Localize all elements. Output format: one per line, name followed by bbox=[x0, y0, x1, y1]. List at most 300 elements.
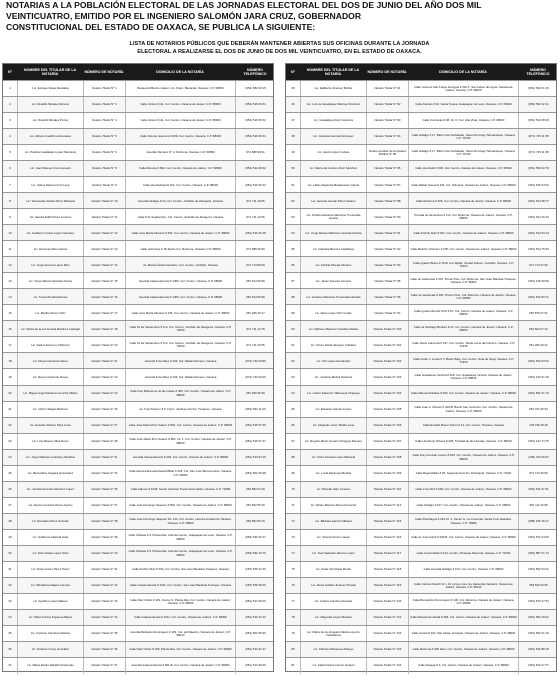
col-address: Calle 5 de Septiembre, Col. Centro, Juchitán de Zaragoza, Oaxaca bbox=[125, 209, 235, 225]
table-row bbox=[3, 577, 273, 593]
col-notary-name: Lic. Karla Yarí Rojas Morán bbox=[300, 562, 366, 578]
table-row bbox=[3, 352, 273, 368]
col-notary-number: Notario Titular N° 27 bbox=[83, 418, 125, 434]
table-row bbox=[286, 112, 556, 128]
col-address: Calle Morelos # 802, Col. Centro, Oaxaca de Juárez, C.P. 68000 bbox=[125, 161, 235, 177]
col-phone: (953) 532 10 70 bbox=[235, 546, 275, 562]
col-phone: (951) 516 54 52 bbox=[518, 177, 558, 193]
header-col-notary-number: NÚMERO DE NOTARÍA bbox=[84, 70, 124, 74]
table-row bbox=[3, 240, 273, 256]
table-row bbox=[3, 96, 273, 112]
col-phone: (951) 128 49 50 bbox=[518, 273, 558, 289]
col-notary-name: Lic. Eduardo García Corpus bbox=[300, 402, 366, 418]
col-address: Avenida Independencia # 501-B, Col. Centro, Oaxaca de Juárez, C.P. 68000 bbox=[125, 658, 235, 674]
col-notary-number: Notario Titular N° 13 bbox=[83, 241, 125, 257]
col-address: Calle Ixcotel # 103, San Felipe del Agua, Oaxaca de Juárez, Oaxaca, C.P. 68020 bbox=[408, 626, 518, 642]
col-address: Avenida Belisario Domínguez # 133, Col. del Maestro, Oaxaca de Juárez, C.P. 68010 bbox=[125, 626, 235, 642]
header-col-notary-number: NÚMERO DE NOTARÍA bbox=[367, 70, 407, 74]
col-number: 75 bbox=[291, 567, 295, 572]
col-number: 9 bbox=[9, 214, 11, 219]
col-notary-number: Notario Titular N° 94 bbox=[366, 257, 408, 273]
col-phone: 951 371 66 93 bbox=[518, 402, 558, 418]
col-notary-name: Lic. Reinaldo Pérez Guzmán bbox=[17, 514, 83, 530]
col-number: 25 bbox=[8, 471, 12, 475]
col-notary-name: Lic. Rodolfo Morales Pozos bbox=[17, 113, 83, 129]
table-row bbox=[3, 112, 273, 128]
col-notary-name: Lic. Javier Jiménez Herrera bbox=[300, 273, 366, 289]
col-address: Calle Pedro J. Lucas # 3, Barrio Bajo, Col. Centro, Sola de Vega, Oaxaca, C.P. 71400 bbox=[408, 353, 518, 369]
col-address: Calle de Gardenias # 301, Primer Piso, Col. Reforma, Oaxaca de Juárez, Oaxaca, C.P. 68050 bbox=[408, 289, 518, 305]
col-address: Calle Alamos # 1018, Sector Libertad, Puerto Escondido, Oaxaca, C.P. 71980 bbox=[125, 482, 235, 498]
col-phone: (951) 514 54 15 bbox=[235, 450, 275, 466]
col-number: 5 bbox=[9, 150, 11, 155]
col-number: 55 bbox=[291, 246, 295, 251]
col-address: Calle Porfirio Díaz # 301, Col. Centro, Oaxaca de Juárez, Oaxaca, C.P. 68000 bbox=[408, 225, 518, 241]
col-notary-name: Lic. Orbón Silagia Martínez bbox=[17, 402, 83, 418]
col-phone: (951) 133 61 29 bbox=[518, 369, 558, 385]
col-notary-name: Lic. Alfredo Castillo Colmenares bbox=[17, 129, 83, 145]
col-phone: 278 736 48 49 bbox=[518, 418, 558, 434]
col-notary-number: Notario Titular N° 108 bbox=[366, 450, 408, 466]
col-address: Avenida Hidalgo # 24, Col. Centro, Juchitán de Zaragoza, Oaxaca bbox=[125, 193, 235, 209]
col-number: 22 bbox=[8, 422, 12, 427]
col-phone: (951) 502 54 41 bbox=[518, 562, 558, 578]
col-address: Calle Humboldt # 303, Col. Centro, Oaxaca de Juárez, Oaxaca, C.P. 68000 bbox=[408, 161, 518, 177]
col-address: Calle Reforma # 406 altos, Col. Centro, Oaxaca de Juárez, Oaxaca, C.P. 68000 bbox=[408, 642, 518, 658]
col-phone: (951) 572 24 00 bbox=[518, 530, 558, 546]
col-number: 64 bbox=[291, 390, 295, 395]
col-number: 28 bbox=[8, 519, 12, 524]
col-notary-number: Notario Titular N° 84 bbox=[366, 129, 408, 145]
col-number: 71 bbox=[291, 503, 295, 508]
col-notary-name: Lic. Gabriela Benítez Castillejos bbox=[300, 241, 366, 257]
col-phone: (236) 372 06 67 bbox=[518, 450, 558, 466]
col-notary-number: Notario Titular N° 92 bbox=[366, 241, 408, 257]
col-notary-number: Notario Titular N° 105 bbox=[366, 402, 408, 418]
col-notary-name: Lic. Felizda Pineda Climaco bbox=[300, 257, 366, 273]
table-row bbox=[286, 320, 556, 336]
table-row bbox=[286, 128, 556, 144]
col-address: Calle Melchor Ocampo # 105, Col. Centro, Oaxaca de Juárez, Oaxaca, C.P. 68000 bbox=[408, 241, 518, 257]
col-notary-number: Notario Titular N° 34 bbox=[83, 466, 125, 482]
col-notary-name: Lic. María de la Luz Emelia Martínez Carbajal bbox=[17, 321, 83, 337]
col-phone: 971 711 18 66 bbox=[235, 193, 275, 209]
list-heading bbox=[8, 40, 551, 56]
table-row bbox=[286, 368, 556, 384]
col-phone: 971 711 00 55 bbox=[235, 337, 275, 353]
col-address: Calle Contreras # 38, Int. D, Col. Alta Vista, Oaxaca, C.P. 68000 bbox=[408, 113, 518, 129]
col-notary-number: Notario Titular N° 31 bbox=[83, 450, 125, 466]
col-number: 69 bbox=[291, 471, 295, 475]
col-phone: (951) 520 01 15 bbox=[518, 81, 558, 97]
col-number: 73 bbox=[291, 535, 295, 540]
col-address: Calle Quetzalcóatl # 104, Col. Centro, Oaxaca, C.P. 68000 bbox=[125, 177, 235, 193]
table-row bbox=[3, 545, 273, 561]
table-row bbox=[3, 320, 273, 336]
col-number: 23 bbox=[8, 438, 12, 443]
table-row bbox=[286, 385, 556, 401]
col-notary-number: Notario Titular N° 103 bbox=[366, 369, 408, 385]
col-number: 35 bbox=[8, 631, 12, 636]
col-notary-number: Notario Titular N° 35 bbox=[83, 482, 125, 498]
col-phone: (951) 514 54 13 bbox=[518, 225, 558, 241]
col-phone: (951) 516 42 42 bbox=[235, 610, 275, 626]
col-address: Calle Avenida Hidalgo # 103, Col. Centro, Oaxaca, C.P. 68000 bbox=[408, 562, 518, 578]
col-address: Calle Hidalgo # 17, Barrio San Sebastián, Santo Domingo Tehuantepec, Oaxaca, C.P. 70760 bbox=[408, 129, 518, 145]
table-row bbox=[3, 304, 273, 320]
col-address: Calle Violetas # 9, Planta Alta, Colonia Centro, Huajuapan de León, Oaxaca, C.P. 69000 bbox=[125, 530, 235, 546]
col-address: Calle Heroica Escuela Naval Militar # 218, Col. San José Buenos Aires, Oaxaca, C.P. 68050 bbox=[125, 466, 235, 482]
intro-line: CONSTITUCIONAL DEL ESTADO DE OAXACA, SE PUBLICA LA SIGUIENTE: bbox=[6, 22, 316, 33]
col-phone: (951) 514 46 43 bbox=[518, 209, 558, 225]
col-notary-number: Notario Titular N° 18 bbox=[83, 321, 125, 337]
col-number: 66 bbox=[291, 422, 295, 427]
col-notary-number: Notario Titular N° 14 bbox=[83, 257, 125, 273]
col-phone: (951) 514 28 49 bbox=[518, 113, 558, 129]
notaries-table-left bbox=[2, 63, 274, 672]
col-address: Calle de Santiago Benitez # 23, Col. Centro, Oaxaca de Juárez, Oaxaca, C.P. 68000 bbox=[408, 321, 518, 337]
col-notary-name: Lic. Guillermo César López Carrasco bbox=[17, 225, 83, 241]
table-row bbox=[286, 401, 556, 417]
col-phone: (972) 722 03 00 bbox=[235, 369, 275, 385]
table-row bbox=[3, 401, 273, 417]
col-address: Avenida 5 de Mayo # 103, Sur, Matías Romero, Oaxaca bbox=[125, 353, 235, 369]
col-notary-number: Notario Titular N° 28 bbox=[83, 434, 125, 450]
col-number: 77 bbox=[291, 599, 295, 604]
header-col-phone: NÚMERO TELEFÓNICO bbox=[243, 68, 267, 76]
col-notary-number: Notario Titular N° 8 bbox=[83, 161, 125, 177]
col-notary-name: Lic. Jorge Manuel Martínez Gracida Urbieta bbox=[300, 225, 366, 241]
col-address: Calle Camino Real # 12 y 13, primer piso, Ex Hacienda Candiani, Oaxaca de Juárez, Oaxaca, C.P. 68130 bbox=[408, 578, 518, 594]
col-number: 80 bbox=[291, 647, 295, 652]
col-notary-name: Lic. Yair López Hernández bbox=[300, 353, 366, 369]
table-row bbox=[3, 256, 273, 272]
table-row bbox=[286, 96, 556, 112]
col-number: 61 bbox=[291, 342, 295, 347]
col-notary-number: Notario Auxiliar de la Notaría Pública N° 85 bbox=[366, 145, 408, 161]
col-notary-number: Notario Titular N° 95 bbox=[366, 273, 408, 289]
col-notary-number: Notario Titular N° 112 bbox=[366, 498, 408, 514]
table-row bbox=[3, 417, 273, 433]
col-notary-name: Lic. Graciela Guzmán Enríquez bbox=[300, 129, 366, 145]
col-address: Calle de Gardenias # 301, Primer Piso, Col. Reforma, San Juan Bautista Tuxtepec, Oaxaca, C.P. 68300 bbox=[408, 273, 518, 289]
table-row bbox=[3, 481, 273, 497]
col-notary-number: Notario Titular N° 119 bbox=[366, 578, 408, 594]
col-phone: 971 713 27 90 bbox=[518, 257, 558, 273]
table-row bbox=[286, 449, 556, 465]
col-address: Calle Bernardino Domínguez # 145, Col. Reforma, Oaxaca de Juárez, Oaxaca, C.P. 68050 bbox=[408, 594, 518, 610]
col-phone: (287) 875 39 00 bbox=[235, 578, 275, 594]
col-phone: 951 111 03 68 bbox=[518, 498, 558, 514]
col-notary-number: Notario Titular N° 38 bbox=[83, 514, 125, 530]
col-address: Calle 2 de Abril # 209, Col. Centro, Oaxaca de Juárez, Oaxaca, C.P. 68000 bbox=[408, 482, 518, 498]
col-number: 15 bbox=[8, 310, 12, 315]
table-row bbox=[286, 160, 556, 176]
col-number: 54 bbox=[291, 230, 295, 235]
col-phone: (951) 510 69 71 bbox=[518, 289, 558, 305]
col-notary-number: Notario Titular N° 39 bbox=[83, 530, 125, 546]
col-number: 60 bbox=[291, 326, 295, 331]
col-address: Calle Bugambilias # 64, Segunda Sección, El Espinal, Oaxaca, C.P. 70120 bbox=[408, 466, 518, 482]
table-row bbox=[3, 224, 273, 240]
col-phone: 971 711 10 66 bbox=[235, 209, 275, 225]
col-phone: (951) 144 74 75 bbox=[518, 434, 558, 450]
col-number: 62 bbox=[291, 358, 295, 363]
notaries-tables bbox=[2, 63, 557, 673]
col-address: Calle José María Pino Suárez # 804, Int. 1, Col. Centro, Oaxaca de Juárez, C.P. 68000 bbox=[125, 434, 235, 450]
col-phone: 953 552 05 15 bbox=[235, 514, 275, 530]
col-notary-number: Notario Titular N° 124 bbox=[366, 658, 408, 674]
col-address: Calle José María Morelos # 603, Col. Centro, Oaxaca de Juárez, C.P. 68000 bbox=[125, 225, 235, 241]
table-row bbox=[286, 352, 556, 368]
table-row bbox=[286, 256, 556, 272]
col-notary-number: Notario Titular N° 41 bbox=[83, 562, 125, 578]
col-notary-name: Lic. Eusebio Alfonso Silva Lucio bbox=[17, 418, 83, 434]
col-address: Calle Independencia # 1011, Col. Centro, San Juan Bautista Tuxtepec, Oaxaca bbox=[125, 578, 235, 594]
col-notary-name: Lic. Flavio Arturo Pérez Pérez bbox=[17, 562, 83, 578]
col-number: 48 bbox=[291, 134, 295, 139]
col-phone: (971) 715 11 58 bbox=[518, 129, 558, 145]
table-row bbox=[286, 545, 556, 561]
table-row bbox=[286, 481, 556, 497]
col-number: 17 bbox=[8, 342, 12, 347]
list-heading-line: ELECTORAL A REALIZARSE EL DOS DE JUNIO DE DOS MIL VEINTICUATRO, EN EL ESTADO DE OAXACA. bbox=[137, 49, 422, 55]
table-row bbox=[286, 272, 556, 288]
col-phone: (951) 515 09 61 bbox=[235, 97, 275, 113]
col-notary-name: Lic. Arturo David Vasquez Unibales bbox=[300, 337, 366, 353]
col-address: Calle Libres # 411, Col. Centro, Oaxaca de Juárez, C.P. 68000 bbox=[125, 97, 235, 113]
intro-line: VEINTICUATRO, EMITIDO POR EL INGENIERO SALOMÓN JARA CRUZ, GOBERNADOR bbox=[6, 11, 362, 22]
col-notary-number: Notario Titular N° 23 bbox=[83, 386, 125, 402]
col-phone: 971 688 26 69 bbox=[235, 241, 275, 257]
col-phone: 971 714 68 09 bbox=[235, 257, 275, 273]
col-number: 79 bbox=[291, 631, 295, 636]
col-phone: (951) 582 03 15 bbox=[235, 81, 275, 97]
col-notary-name: Lic. Juanita Severino Ramírez López bbox=[17, 482, 83, 498]
col-phone: 971 713 46 59 bbox=[518, 466, 558, 482]
header-col-number: N° bbox=[7, 70, 13, 74]
col-notary-name: Lic. Teresa Peralta Ramos bbox=[17, 289, 83, 305]
col-phone: (951) 502 55 96 bbox=[235, 626, 275, 642]
col-number: 78 bbox=[291, 615, 295, 620]
col-notary-number: Notario Titular N° 16 bbox=[83, 289, 125, 305]
col-number: 21 bbox=[8, 406, 12, 411]
col-notary-name: Lic. Magnolia López Morales bbox=[300, 610, 366, 626]
col-notary-number: Notario Titular N° 101 bbox=[366, 337, 408, 353]
table-row bbox=[286, 304, 556, 320]
col-address: Calle Hidalgo # 107, Col. Centro, Oaxaca de Juárez, Oaxaca, C.P. 68000 bbox=[408, 498, 518, 514]
col-number: 72 bbox=[291, 519, 295, 524]
col-number: 13 bbox=[8, 278, 12, 283]
table-row bbox=[286, 657, 556, 673]
col-address: Calle Rodolfo Brena Torres # 14, Col. Centro, Tlaxiaco, Oaxaca bbox=[408, 418, 518, 434]
col-number: 8 bbox=[9, 198, 11, 203]
col-number: 11 bbox=[8, 246, 12, 251]
table-row bbox=[286, 80, 556, 96]
col-address: Calle Fray Gonzalo Lucero # 616, Col. Centro, Oaxaca de Juárez, Oaxaca, C.P. 68000 bbox=[408, 450, 518, 466]
col-notary-name: Lic. Octavio Eduardo Manzano Trovamala Huerta bbox=[300, 209, 366, 225]
col-notary-name: Lic. Efraín Máximo Merced Concha bbox=[300, 498, 366, 514]
col-notary-number: Notario Titular N° 5 bbox=[83, 129, 125, 145]
col-phone: 287 875 27 51 bbox=[518, 305, 558, 321]
col-address: Calle Vicente Guerrero # 309, Col. Centro, Oaxaca, C.P. 68000 bbox=[125, 129, 235, 145]
col-address: Avenida Independencia # 403, Col. Centro, Oaxaca de Juárez, C.P. 68000 bbox=[125, 450, 235, 466]
col-address: Calle Fray Bartolomé de las Casas # 405, Col. Centro, Oaxaca de Juárez, C.P. 68000 bbox=[125, 386, 235, 402]
col-number: 27 bbox=[8, 503, 12, 508]
col-notary-name: Lic. Mario Fortino Figueroa Mares bbox=[17, 610, 83, 626]
col-notary-name: Lic. Enrique Rojas Zavalleta bbox=[17, 81, 83, 97]
col-address: Calle Independencia # 1011, Col. Centro, Oaxaca de Juárez, C.P. 68000 bbox=[125, 610, 235, 626]
col-phone: (951) 511 67 31 bbox=[518, 482, 558, 498]
col-notary-number: Notario Titular N° 26 bbox=[83, 402, 125, 418]
col-number: 50 bbox=[291, 166, 295, 171]
col-phone: 951 502 55 40 bbox=[235, 498, 275, 514]
col-number: 34 bbox=[8, 615, 12, 620]
col-number: 6 bbox=[9, 166, 11, 171]
col-number: 18 bbox=[8, 358, 12, 363]
col-phone: (951) 515 97 05 bbox=[235, 418, 275, 434]
col-notary-name: Lic. Patricia Villanueva Aldrego bbox=[300, 642, 366, 658]
col-notary-name: Lic. Noel Salvador Ramos López bbox=[300, 546, 366, 562]
col-address: Calle Álamos # 32, Santa Teresa, Huajuapan de León, Oaxaca, C.P. 69000 bbox=[408, 97, 518, 113]
col-phone: (951) 515 97 47 bbox=[235, 434, 275, 450]
col-notary-name: Lic. María de los Ángeles Dávila Lorenzo Castellanos bbox=[300, 626, 366, 642]
col-notary-name: Lic. María del Carmen Ruiz Sánchez bbox=[300, 161, 366, 177]
col-number: 46 bbox=[291, 102, 295, 107]
header-col-notary-name: NOMBRE DEL TITULAR DE LA NOTARÍA bbox=[23, 68, 77, 76]
col-notary-name: Lic. Juan Manuel Cruz Acevedo bbox=[17, 161, 83, 177]
col-phone: (287) 875 24 46 bbox=[235, 562, 275, 578]
col-notary-number: Notario Titular N° 22 bbox=[83, 369, 125, 385]
col-notary-number: Notario Titular N° 121 bbox=[366, 610, 408, 626]
col-notary-number: Notario Titular N° 37 bbox=[83, 498, 125, 514]
col-address: Avenida Tampico N° 2, Reforma, Oaxaca, C.P. 68050 bbox=[125, 145, 235, 161]
col-notary-number: Notario Titular N° 97 bbox=[366, 305, 408, 321]
col-number: 26 bbox=[8, 487, 12, 492]
col-notary-number: Notario Titular N° 45 bbox=[83, 626, 125, 642]
table-row bbox=[286, 641, 556, 657]
table-row bbox=[3, 449, 273, 465]
col-number: 49 bbox=[291, 150, 295, 155]
col-notary-name: Lic. Lillian Alejandra Bustamante García bbox=[300, 177, 366, 193]
table-header bbox=[286, 64, 556, 80]
col-notary-number: Notario Titular N° 109 bbox=[366, 466, 408, 482]
col-notary-number: Notario Titular N° 110 bbox=[366, 482, 408, 498]
col-address: Calle 16 de Septiembre # 5-A, Col. Centro, Juchitán de Zaragoza, Oaxaca, C.P. 70000 bbox=[125, 321, 235, 337]
table-row bbox=[286, 288, 556, 304]
intro-text bbox=[6, 0, 553, 34]
col-address: Calle Hidalgo # 17, Barrio San Sebastián, Santo Domingo Tehuantepec, Oaxaca, C.P. 70760 bbox=[408, 145, 518, 161]
col-notary-number: Notario Titular N° 42 bbox=[83, 578, 125, 594]
col-phone: (951) 532 11 03 bbox=[235, 402, 275, 418]
col-notary-name: Lic. Ricardo Harp Crucero bbox=[300, 482, 366, 498]
col-notary-number: Notario Titular N° 118 bbox=[366, 562, 408, 578]
table-row bbox=[286, 529, 556, 545]
col-notary-number: Notario Titular N° 102 bbox=[366, 353, 408, 369]
table-row bbox=[3, 561, 273, 577]
col-address: Calle Díaz Ordaz # 109, Planta Alta, Col. Centro, Oaxaca de Juárez, C.P. 68000 bbox=[125, 642, 235, 658]
col-phone: (954) 587 01 74 bbox=[518, 546, 558, 562]
col-phone: (951) 501 01 70 bbox=[518, 386, 558, 402]
col-address: Calle Colonos San Felipe del Agua # 310 A, San Felipe del Agua, Oaxaca de Juárez, Oaxaca, C.P. 68020 bbox=[408, 81, 518, 97]
col-notary-number: Notario Titular N° 46 bbox=[83, 642, 125, 658]
col-phone: (951) 513 03 03 bbox=[518, 353, 558, 369]
col-notary-number: Notario Titular N° 17 bbox=[83, 305, 125, 321]
col-notary-name: Lic. Alonso Conrado Pérez Aquino bbox=[17, 498, 83, 514]
col-phone: (951) 514 75 53 bbox=[518, 241, 558, 257]
col-notary-number: Notario Titular N° 86 bbox=[366, 161, 408, 177]
table-header bbox=[3, 64, 273, 80]
col-phone: 951 502 07 42 bbox=[518, 321, 558, 337]
col-notary-number: Notario Titular N° 107 bbox=[366, 434, 408, 450]
col-notary-number: Notario Titular N° 47 bbox=[83, 658, 125, 674]
col-phone: (951) 502 66 98 bbox=[235, 466, 275, 482]
col-notary-number: Notario Titular N° 91 bbox=[366, 225, 408, 241]
col-phone: (951) 514 48 77 bbox=[518, 193, 558, 209]
col-phone: 951 514 05 96 bbox=[235, 289, 275, 305]
col-notary-number: Notario Titular N° 3 bbox=[83, 97, 125, 113]
table-row bbox=[3, 593, 273, 609]
col-notary-number: Notario Titular N° 15 bbox=[83, 273, 125, 289]
col-address: Calle Manuel Doblado # 404, Col. Centro, Oaxaca de Juárez, Oaxaca, C.P. 68000 bbox=[408, 386, 518, 402]
col-notary-number: Notario Titular N° 87 bbox=[366, 177, 408, 193]
col-number: 53 bbox=[291, 214, 295, 219]
col-notary-number: Notario Titular N° 104 bbox=[366, 386, 408, 402]
table-row bbox=[3, 272, 273, 288]
col-notary-name: Lic. Miguel Ángel Modesto Concha Villano bbox=[17, 386, 83, 402]
table-row bbox=[3, 497, 273, 513]
col-address: Calle Díaz Ordaz # 102, Interior 3, Planta Alta, Col. Centro, Oaxaca de Juárez, Oaxaca, C.P. 68000 bbox=[125, 594, 235, 610]
col-notary-number: Notario Titular N° 120 bbox=[366, 594, 408, 610]
intro-line: NOTARIAS A LA POBLACIÓN ELECTORAL DE LAS JORNADAS ELECTORAL DEL DOS DE JUNIO DEL AÑO DOS MIL bbox=[6, 0, 482, 10]
col-notary-number: Notario Titular N° 88 bbox=[366, 193, 408, 209]
col-notary-name: Lic. Reyes Izquierdo Reyes bbox=[17, 369, 83, 385]
col-notary-name: Lic. Guillermo Abascal Arias bbox=[17, 530, 83, 546]
col-notary-number: Notario Titular N° 20 bbox=[83, 337, 125, 353]
col-notary-name: Lic. Martha Pozos Ortiz bbox=[17, 305, 83, 321]
col-address: Calle Porfirio Díaz # 294, Col. Centro, San Juan Bautista Tuxtepec, Oaxaca bbox=[125, 562, 235, 578]
col-notary-name: Lic. Aquilino López Mateos bbox=[17, 594, 83, 610]
col-number: 57 bbox=[291, 278, 295, 283]
col-number: 63 bbox=[291, 374, 295, 379]
col-notary-name: Lic. Donovan Ríos García bbox=[17, 241, 83, 257]
col-notary-number: Notario Titular N° 106 bbox=[366, 418, 408, 434]
col-notary-name: Lic. Omar Alberto Sánchez Norza bbox=[17, 273, 83, 289]
col-notary-number: Notario Titular N° 10 bbox=[83, 193, 125, 209]
col-notary-number: Notario Titular N° 43 bbox=[83, 594, 125, 610]
col-notary-number: Notario Titular N° 83 bbox=[366, 113, 408, 129]
col-number: 12 bbox=[8, 262, 12, 267]
col-number: 45 bbox=[291, 86, 295, 91]
col-notary-name: Lic. Bárbara García Villareal bbox=[300, 514, 366, 530]
col-number: 56 bbox=[291, 262, 295, 267]
col-number: 20 bbox=[8, 390, 12, 395]
col-number: 30 bbox=[8, 551, 12, 556]
table-row bbox=[3, 385, 273, 401]
col-address: Calle José María Pino Suárez # 804, Col. Centro, Oaxaca de Juárez, C.P. 68000 bbox=[125, 418, 235, 434]
col-notary-number: Notario Titular N° 115 bbox=[366, 514, 408, 530]
col-phone: (971) 715 11 58 bbox=[518, 145, 558, 161]
table-row bbox=[3, 433, 273, 449]
col-notary-number: Notario Titular N° 90 bbox=[366, 209, 408, 225]
table-row bbox=[3, 641, 273, 657]
col-address: Avenida Independencia # 1306, Col. Centro, Oaxaca, C.P. 68000 bbox=[125, 289, 235, 305]
col-notary-name: Lic. Jorge Martínez Gracida y Bolaños bbox=[17, 450, 83, 466]
table-row bbox=[3, 176, 273, 192]
header-col-notary-name: NOMBRE DEL TITULAR DE LA NOTARÍA bbox=[306, 68, 360, 76]
table-row bbox=[286, 465, 556, 481]
table-row bbox=[3, 609, 273, 625]
